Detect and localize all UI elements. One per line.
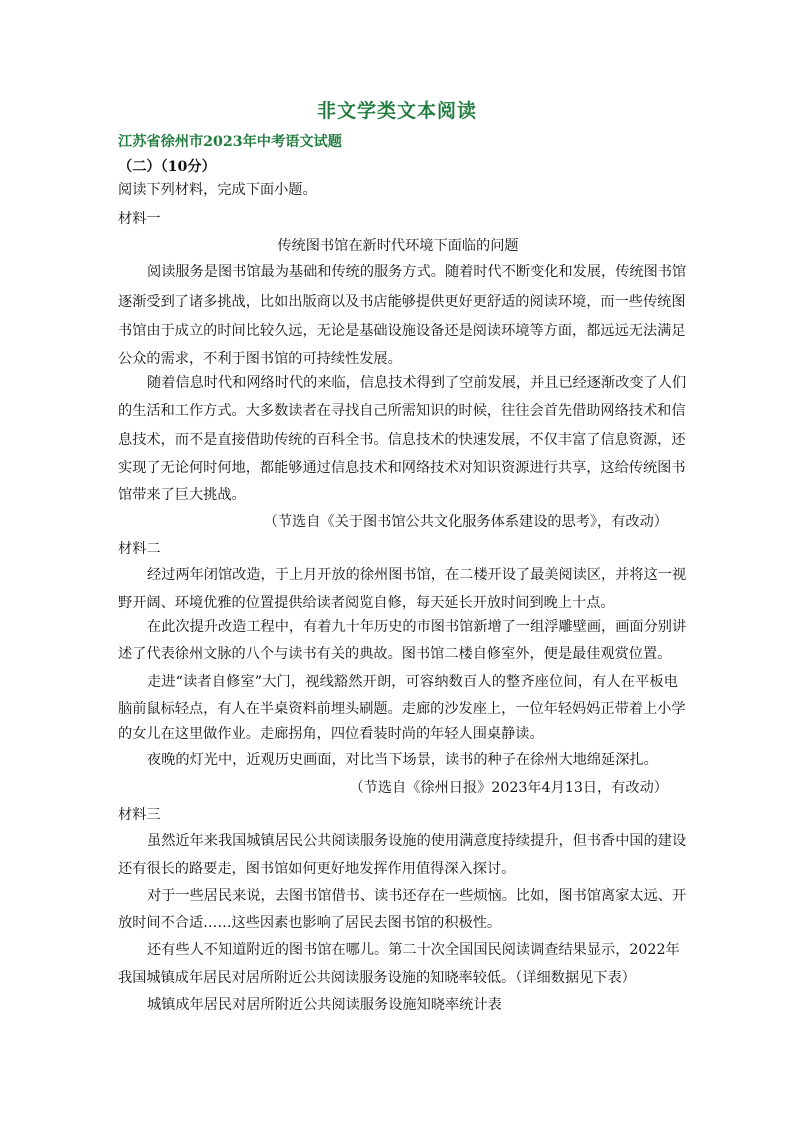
paragraph-line: 公众的需求，不利于图书馆的可持续性发展。: [118, 351, 402, 367]
paragraph-line: 息技术，而不是直接借助传统的百科全书。信息技术的快速发展，不仅丰富了信息资源，还: [118, 432, 686, 448]
table-caption: 城镇成年居民对居所附近公共阅读服务设施知晓率统计表: [147, 997, 502, 1013]
material1-heading: 传统图书馆在新时代环境下面临的问题: [277, 238, 519, 254]
page-title: 非文学类文本阅读: [316, 100, 477, 122]
material2-citation: （节选自《徐州日报》2023年4月13日，有改动）: [349, 780, 668, 796]
paragraph-line: 实现了无论何时何地，都能够通过信息技术和网络技术对知识资源进行共享，这给传统图书: [118, 460, 686, 476]
paragraph-line: 野开阔、环境优雅的位置提供给读者阅览自修，每天延长开放时间到晚上十点。: [118, 595, 615, 611]
paragraph-line: 放时间不合适……这些因素也影响了居民去图书馆的积极性。: [118, 915, 502, 931]
material2-label: 材料二: [118, 541, 161, 557]
paragraph-line: 在此次提升改造工程中，有着九十年历史的市图书馆新增了一组浮雕壁画，画面分别讲: [147, 619, 687, 635]
paragraph-line: 脑前鼠标轻点，有人在半桌资料前埋头刷题。走廊的沙发座上，一位年轻妈妈正带着上小学: [118, 701, 686, 717]
paragraph-line: 还有些人不知道附近的图书馆在哪儿。第二十次全国国民阅读调查结果显示，2022年: [147, 942, 680, 958]
paragraph-line: 阅读服务是图书馆最为基础和传统的服务方式。随着时代不断变化和发展，传统图书馆: [147, 264, 687, 280]
paragraph-line: 夜晚的灯光中，近观历史画面，对比当下场景，读书的种子在徐州大地绵延深扎。: [147, 752, 658, 768]
paragraph-line: 的生活和工作方式。大多数读者在寻找自己所需知识的时候，往往会首先借助网络技术和信: [118, 403, 686, 419]
material1-label: 材料一: [118, 211, 161, 227]
paragraph-line: 的女儿在这里做作业。走廊拐角，四位看装时尚的年轻人围桌静读。: [118, 726, 544, 742]
paragraph-line: 随着信息时代和网络时代的来临，信息技术得到了空前发展，并且已经逐渐改变了人们: [147, 375, 687, 391]
paragraph-line: 馆带来了巨大挑战。: [118, 487, 246, 503]
paragraph-line: 书馆由于成立的时间比较久远，无论是基础设施设备还是阅读环境等方面，都远远无法满足: [118, 323, 686, 339]
paragraph-line: 对于一些居民来说，去图书馆借书、读书还存在一些烦恼。比如，图书馆离家太远、开: [147, 888, 687, 904]
paragraph-line: 述了代表徐州文脉的八个与读书有关的典故。图书馆二楼自修室外，便是最佳观赏位置。: [118, 646, 672, 662]
paragraph-line: 还有很长的路要走，图书馆如何更好地发挥作用值得深入探讨。: [118, 861, 516, 877]
paragraph-line: 逐渐受到了诸多挑战，比如出版商以及书店能够提供更好更舒适的阅读环境，而一些传统图: [118, 294, 686, 310]
material3-label: 材料三: [118, 807, 161, 823]
material1-citation: （节选自《关于图书馆公共文化服务体系建设的思考》，有改动）: [263, 514, 668, 530]
paragraph-line: 虽然近年来我国城镇居民公共阅读服务设施的使用满意度持续提升，但书香中国的建设: [147, 833, 687, 849]
section-label: （二）（10分）: [118, 159, 216, 175]
exam-source: 江苏省徐州市2023年中考语文试题: [118, 134, 342, 150]
paragraph-line: 经过两年闭馆改造，于上月开放的徐州图书馆，在二楼开设了最美阅读区，并将这一视: [147, 567, 687, 583]
paragraph-line: 我国城镇成年居民对居所附近公共阅读服务设施的知晓率较低。（详细数据见下表）: [118, 970, 636, 986]
instruction: 阅读下列材料，完成下面小题。: [118, 182, 317, 198]
paragraph-line: 走进“读者自修室”大门，视线豁然开朗，可容纳数百人的整齐座位间，有人在平板电: [147, 674, 678, 690]
